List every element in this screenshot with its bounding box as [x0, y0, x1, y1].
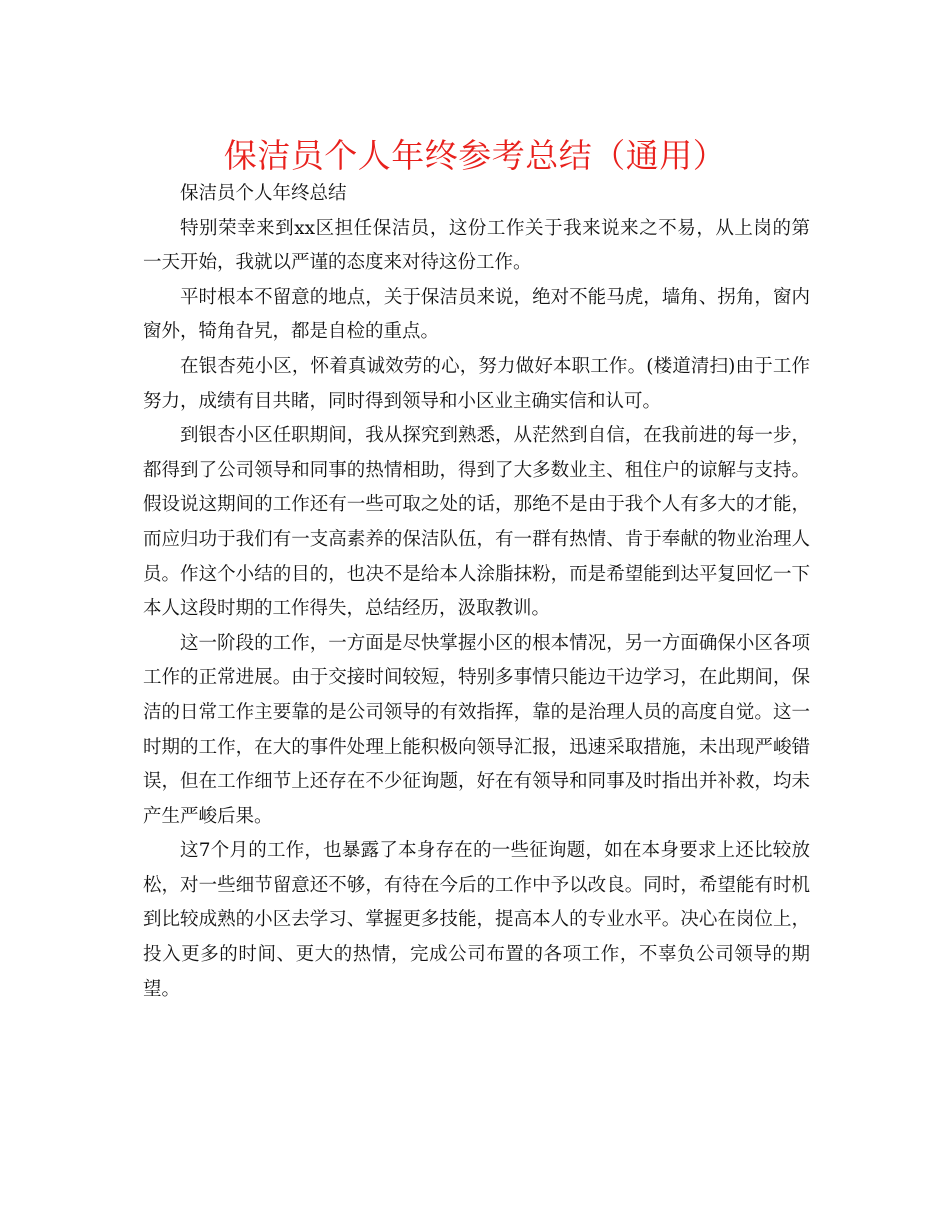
document-body: [143, 177, 810, 1007]
paragraph-4: 到银杏小区任职期间，我从探究到熟悉，从茫然到自信，在我前进的每一步，都得到了公司领导和同事的热情相助，得到了大多数业主、租住户的谅解与支持。假设说这期间的工作还有一些可取之处的话，那绝不是由于我个人有多大的才能，而应归功于我们有一支高素养的保洁队伍，有一群有热情、肯于奉献的物业治理人员。作这个小结的目的，也决不是给本人涂脂抹粉，而是希望能到达平复回忆一下本人这段时期的工作得失，总结经历，汲取教训。: [143, 425, 810, 620]
paragraph-5: 这一阶段的工作，一方面是尽快掌握小区的根本情况，另一方面确保小区各项工作的正常进展。由于交接时间较短，特别多事情只能边干边学习，在此期间，保洁的日常工作主要靠的是公司领导的有效指挥，靠的是治理人员的高度自觉。这一时期的工作，在大的事件处理上能积极向领导汇报，迅速采取措施，未出现严峻错误，但在工作细节上还存在不少征询题，好在有领导和同事及时指出并补救，均未产生严峻后果。: [143, 632, 810, 827]
paragraph-6: 这7个月的工作，也暴露了本身存在的一些征询题，如在本身要求上还比较放松，对一些细节留意还不够，有待在今后的工作中予以改良。同时，希望能有时机到比较成熟的小区去学习、掌握更多技能，提高本人的专业水平。决心在岗位上，投入更多的时间、更大的热情，完成公司布置的各项工作，不辜负公司领导的期望。: [143, 840, 810, 1000]
document-title: 保洁员个人年终参考总结（通用）: [223, 136, 727, 175]
paragraph-subtitle: 保洁员个人年终总结: [180, 183, 347, 204]
paragraph-1: 特别荣幸来到xx区担任保洁员，这份工作关于我来说来之不易，从上岗的第一天开始，我就以严谨的态度来对待这份工作。: [143, 217, 810, 274]
paragraph-3: 在银杏苑小区，怀着真诚效劳的心，努力做好本职工作。(楼道清扫)由于工作努力，成绩有目共睹，同时得到领导和小区业主确实信和认可。: [143, 355, 810, 412]
paragraph-2: 平时根本不留意的地点，关于保洁员来说，绝对不能马虎，墙角、拐角，窗内窗外，犄角旮旯，都是自检的重点。: [143, 286, 810, 343]
